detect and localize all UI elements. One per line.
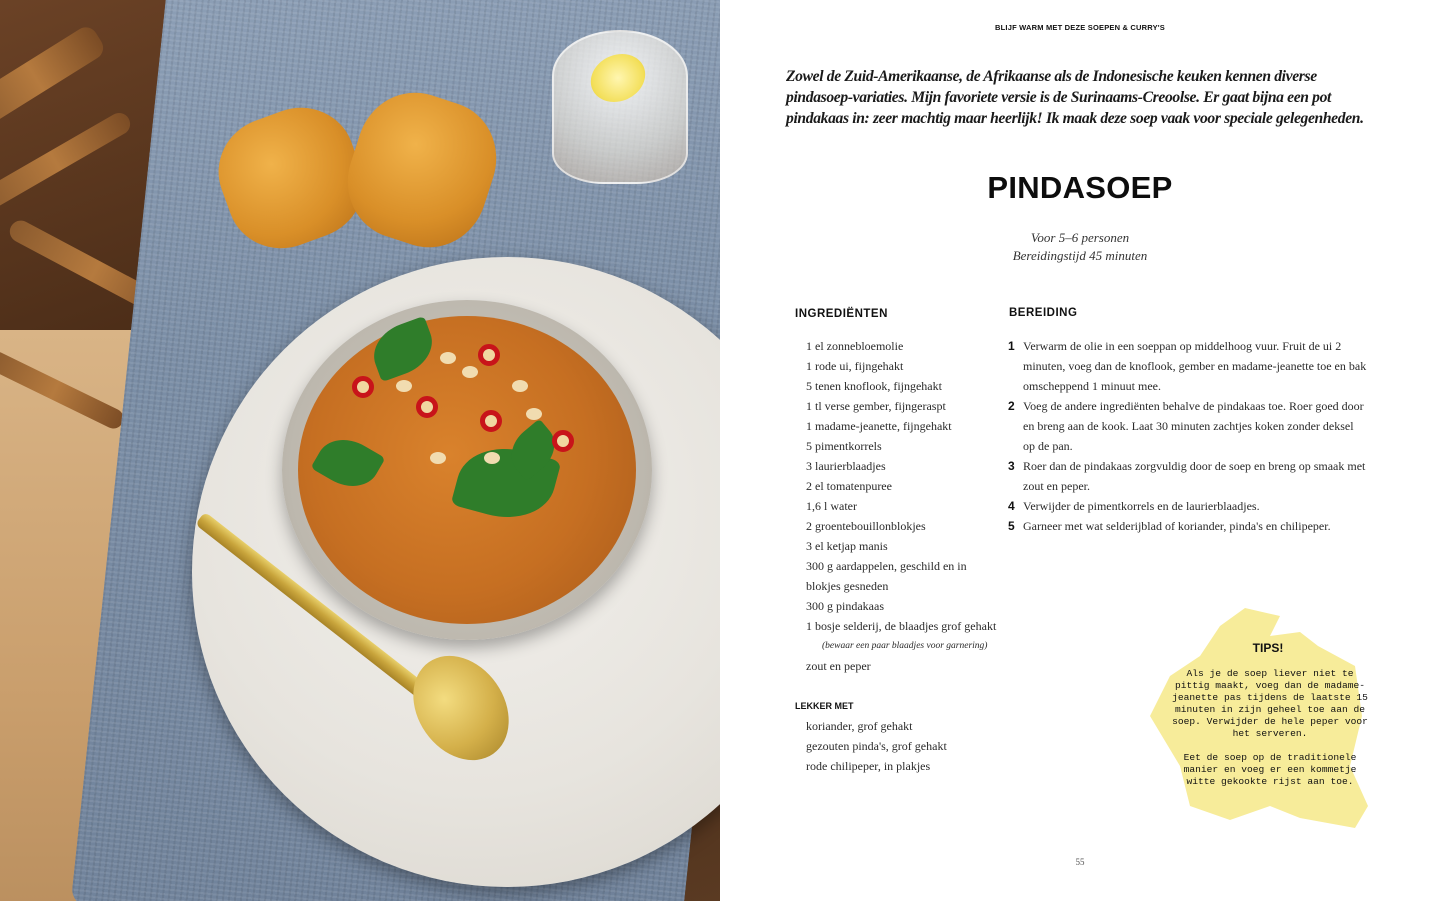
ingredient-item: 2 el tomatenpuree: [806, 479, 892, 493]
recipe-title: PINDASOEP: [987, 170, 1173, 205]
running-header: BLIJF WARM MET DEZE SOEPEN & CURRY'S: [995, 23, 1165, 32]
ingredient-item: 3 el ketjap manis: [806, 539, 888, 553]
step-number: 4: [1008, 499, 1015, 513]
chili-slice: [552, 430, 574, 452]
ingredient-item: 5 tenen knoflook, fijngehakt: [806, 379, 942, 393]
serve-with-item: rode chilipeper, in plakjes: [806, 759, 931, 773]
serve-with-heading: LEKKER MET: [795, 701, 854, 711]
step-text: Verwarm de olie in een soeppan op middelhoog vuur. Fruit de ui 2 minuten, voeg dan de knoflook, gember en madame-jeanette toe en bak omscheppend 1 minuut mee.: [1023, 339, 1367, 393]
servings: Voor 5–6 personen: [1030, 230, 1130, 245]
ingredient-item: zout en peper: [806, 659, 871, 673]
chili-slice: [480, 410, 502, 432]
peanut: [430, 452, 446, 464]
step-text: Verwijder de pimentkorrels en de laurierblaadjes.: [1023, 499, 1260, 513]
ingredient-item: 1 el zonnebloemolie: [806, 339, 904, 353]
ingredient-item: 5 pimentkorrels: [806, 439, 882, 453]
serve-with-item: gezouten pinda's, grof gehakt: [806, 739, 947, 753]
step-number: 1: [1008, 339, 1015, 353]
peanut: [512, 380, 528, 392]
recipe-meta: [720, 229, 1440, 265]
step-number: 5: [1008, 519, 1015, 533]
ingredient-item: 1 rode ui, fijngehakt: [806, 359, 904, 373]
ingredient-item: 1 bosje selderij, de blaadjes grof gehakt: [806, 619, 997, 633]
ingredients-heading: INGREDIËNTEN: [795, 308, 888, 320]
preparation-heading: BEREIDING: [1009, 307, 1078, 319]
tips-heading: TIPS!: [1252, 641, 1284, 655]
step-number: 2: [1008, 399, 1015, 413]
ingredient-item: 300 g aardappelen, geschild en in: [806, 559, 967, 573]
chili-slice: [352, 376, 374, 398]
tip-paragraph: Als je de soep liever niet te pittig maakt, voeg dan de madame-jeanette pas tijdens de laatste 15 minuten in zijn geheel toe aan de soep. Verwijder de hele peper voor het serveren.: [1172, 668, 1368, 739]
chili-slice: [478, 344, 500, 366]
chair-rail: [0, 109, 134, 213]
peanut: [440, 352, 456, 364]
step-4: [1008, 496, 1368, 516]
serve-with-item: koriander, grof gehakt: [806, 719, 913, 733]
step-number: 3: [1008, 459, 1015, 473]
ingredient-item: 1 tl verse gember, fijngeraspt: [806, 399, 946, 413]
peanut: [484, 452, 500, 464]
ingredients-list: [806, 336, 1006, 676]
serve-with-list: [806, 716, 947, 776]
step-5: [1008, 516, 1368, 536]
chair-back: [0, 23, 108, 131]
preparation-steps: [1008, 336, 1368, 536]
ingredient-item: blokjes gesneden: [806, 579, 889, 593]
peanut: [462, 366, 478, 378]
ingredient-item: 1,6 l water: [806, 499, 857, 513]
ingredient-item: 1 madame-jeanette, fijngehakt: [806, 419, 952, 433]
tips-body: [1170, 668, 1370, 800]
ingredient-note: (bewaar een paar blaadjes voor garnering): [822, 641, 988, 651]
peanut: [526, 408, 542, 420]
ingredient-item: 300 g pindakaas: [806, 599, 884, 613]
step-text: Voeg de andere ingrediënten behalve de pindakaas toe. Roer goed door en breng aan de kook. Laat 30 minuten zachtjes koken zonder deksel op de pan.: [1023, 399, 1364, 453]
intro-text: Zowel de Zuid-Amerikaanse, de Afrikaanse als de Indonesische keuken kennen diverse pindasoep-variaties. Mijn favoriete versie is de Surinaams-Creoolse. Er gaat bijna een pot pindakaas in: zeer machtig maar heerlijk! Ik maak deze soep vaak voor speciale gelegenheden.: [786, 68, 1364, 127]
step-1: [1008, 336, 1368, 396]
page-number: 55: [1075, 857, 1085, 867]
tip-paragraph: Eet de soep op de traditionele manier en voeg er een kommetje witte gekookte rijst aan toe.: [1183, 752, 1357, 787]
prep-time: Bereidingstijd 45 minuten: [1012, 248, 1148, 263]
chili-slice: [416, 396, 438, 418]
peanut: [396, 380, 412, 392]
step-3: [1008, 456, 1368, 496]
step-2: [1008, 396, 1368, 456]
step-text: Roer dan de pindakaas zorgvuldig door de soep en breng op smaak met zout en peper.: [1023, 459, 1366, 493]
step-text: Garneer met wat selderijblad of koriander, pinda's en chilipeper.: [1023, 519, 1331, 533]
ingredient-item: 2 groentebouillonblokjes: [806, 519, 926, 533]
ingredient-item: 3 laurierblaadjes: [806, 459, 886, 473]
